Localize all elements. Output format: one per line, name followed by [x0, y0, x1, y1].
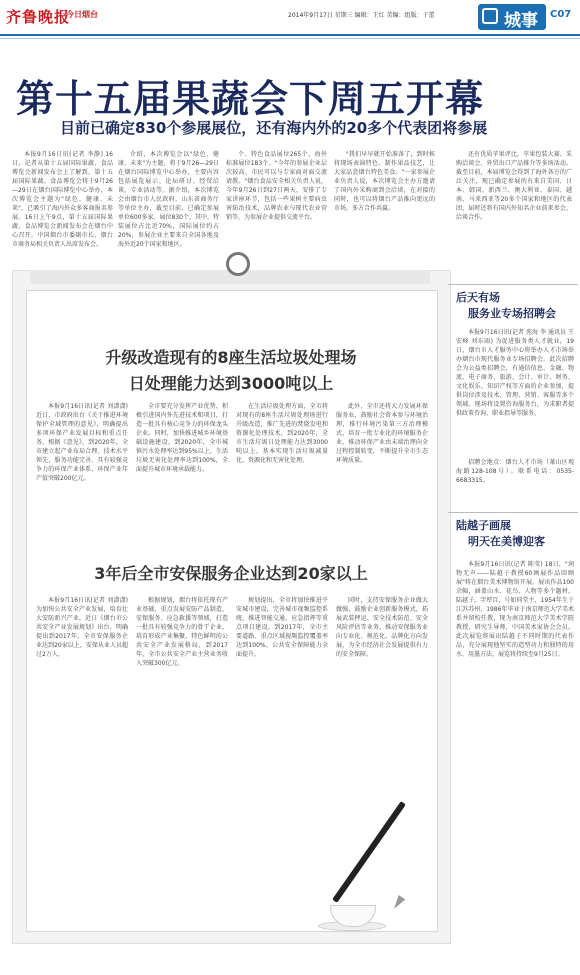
- header-divider: [0, 38, 580, 39]
- story4-contact: 招聘会地点：烟台人才市场（莱山区观海路128-108号）。联系电话：0535-6683315。: [456, 459, 574, 484]
- section-icon: [482, 8, 498, 24]
- story2-column-2: 全市要充分发挥产业优势，积极引进国内外先进技术和项目，打造一批具有核心竞争力的环保龙头企业。同时，加快推进城乡环境基础设施建设，到2020年，全市城镇污水处理率达到95%以上，生活垃圾无害化处理率达到100%，全面提升城市环境承载能力。: [136, 403, 228, 473]
- story2-column-3: 在生活垃圾处理方面，全市将对现有的8座生活垃圾处理场进行升级改造，推广先进的焚烧发电和资源化处理技术，到2020年，全市生活垃圾日处理能力达到3000吨以上，基本实现生活垃圾减量化、资源化和无害化处理。: [236, 403, 328, 464]
- story5-headline-line2: 明天在美博迎客: [468, 535, 545, 548]
- channel-label: 今日烟台: [66, 10, 98, 19]
- lead-column-2: 介绍，本次博览会以"绿色、健康、未来"为主题，将于9月26—29日在烟台国际博览中心举办，主要内容包括展览展示、论坛研讨、经贸洽谈、专业活动等。据介绍，本次博览会由烟台市人民政府、山东省商务厅等单位主办，截至目前，已确定参展单位600多家、展位830个，其中，特装展位占比近70%，国际展位约占20%，参展企业主要来自全国各地及海外近20个国家和地区。: [118, 151, 219, 248]
- pin-ring-icon: [226, 252, 250, 276]
- story3-headline: 3年后全市安保服务企业达到20家以上: [94, 564, 368, 583]
- story4-headline-line2: 服务业专场招聘会: [468, 307, 556, 320]
- section-title: 城事: [504, 11, 538, 31]
- lead-column-5: 还有优质苹果评比，苹果包装大赛、采购洽谈会、外贸出口产品推介等多场活动。截至目前，本届博览会得到了海外各方的广泛关注，现已确定参展的有来自美国、日本、韩国、新西兰、澳大利亚、泰国、越南、马来西亚等20多个国家和地区的代表团，届时还将有国内外知名企业前来参会，洽谈合作。: [456, 151, 572, 221]
- right-divider-top: [448, 284, 578, 285]
- page-number: C07: [550, 9, 572, 20]
- lead-subhead: 目前已确定830个参展展位，还有海内外的20多个代表团将参展: [60, 119, 488, 137]
- lead-column-3: 个、特色食品展位265个，海外标准展位183个。"今年的参展企业层次较高，市民可以与专家面对面交流请教。"烟台食品安全相关负责人说，今年9月26日到27日两天，安排了专家讲座环节，包括一些果树主要病虫害防治技术，品牌农业与现代农业营销等，为参展企业提供交流平台。: [226, 151, 327, 221]
- story2-headline-line2: 日处理能力达到3000吨以上: [128, 374, 334, 393]
- lead-column-4: "我们早早就开始准备了，到时候将现场表演特色、制作果品技艺，让大家品尝烟台特色美食。"一家参展企业负责人说，本次博览会主办方邀请了国内外采购商到会洽谈，在对接的同时，也可以将烟台产品推向更远的市场，多方合作共赢。: [334, 151, 435, 212]
- paper-logo: 齐鲁晚报: [6, 8, 71, 26]
- lead-headline: 第十五届果蔬会下周五开幕: [16, 77, 485, 121]
- story4-body: 本报9月16日讯(记者 苑海 李 通讯员 王宏峰 刘东雨) 为促进服务类人才就业，19日，烟台市人才服务中心将举办人才市场举办烟台市现代服务业专场招聘会。此次招聘会为公益类招聘会，有通信信息、金融、物流、电子商务、旅游、会计、审计、财务、文化娱乐、知识产权等方面的企业参加，提供岗位涉及技术、管理、营销、客服等多个领域。现场将设置咨询服务台，为求职者提供政策咨询、职业指导等服务。: [456, 329, 574, 417]
- story2-column-4: 此外，全市还将大力发展环保服务业，鼓励社会资本参与环境治理，推行环境污染第三方治理模式，培育一批专业化的环境服务企业，推动环保产业由末端治理向全过程控制转变，不断提升全市生态环境质量。: [336, 403, 428, 464]
- right-divider-mid: [448, 512, 578, 513]
- story3-column-3: 规划提出，全市将加快推进平安城市建设，完善城市视频监控系统，推进智能交通、应急指挥等重点项目建设，到2017年，全市主要道路、重点区域视频监控覆盖率达到100%，公共安全保障能力全面提升。: [236, 597, 328, 658]
- story5-body: 本报9月16日讯(记者 陈莹) 18日，"润物无声——陆越子教授60画展作品回顾展"将在烟台美术博物馆开展。展出作品100余幅，涵盖山水、花鸟、人物等多个题材。陆越子，字厚百，号如同堂主，1954年生于江苏苏州，1986年毕业于南京师范大学美术系并留校任教，现为南京师范大学美术学院教授、研究生导师，中国美术家协会会员。此次展览将展出陆越子不同时期的代表作品，充分展现他坚实的造型功力和独特的用水、用墨方法，展览将持续至9月25日。: [456, 561, 574, 658]
- story2-headline: [0, 345, 462, 397]
- story2-headline-line1: 升级改造现有的8座生活垃圾处理场: [105, 348, 357, 367]
- story5-headline-line1: 陆越子画展: [456, 519, 511, 532]
- story4-headline-line1: 后天有场: [456, 291, 500, 304]
- story2-column-1: 本报9月16日讯(记者 刘潇潇) 近日，市政府出台《关于推进环境保护全域管理的意见》，明确提出多项环保产业发展目标和重点任务。根据《意见》，到2020年，全市建立起产业布局合理、技术水平领先、服务功能完善、具有较强竞争力的环保产业体系，环保产业年产值突破200亿元。: [36, 403, 128, 482]
- story3-column-1: 本报9月16日讯(记者 刘潇潇) 为加快公共安全产业发展，培育壮大安防新兴产业，近日《烟台市公共安全产业发展规划》出台，明确提出到2017年，全市安保服务企业达到20家以上，安保从业人员超过2万人。: [36, 597, 128, 658]
- story3-column-4: 同时，支持安保服务企业做大做强，鼓励企业创新服务模式，拓展武装押运、安全技术防范、安全风险评估等业务，推动安保服务业向专业化、规范化、品牌化方向发展，为全市经济社会发展提供有力的安全保障。: [336, 597, 428, 658]
- issue-meta: 2014年9月17日 星期三 编辑：王红 美编：组版：于蕾: [288, 12, 435, 19]
- lead-column-1: 本报9月16日讯(记者 李静) 16日，记者从第十五届国际果蔬、食品博览会新闻发布会上了解到，第十五届国际果蔬、食品博览会将于9月26—29日在烟台国际博览中心举办，本次博览会主题为"绿色、健康、未来"，已吸引了海内外众多客商报名参展。16日上午9点，第十五届国际果蔬、食品博览会新闻发布会在烟台中心召开，中国烟台市委副市长、烟台市商务局相关负责人出席发布会。: [12, 151, 113, 248]
- story3-column-2: 根据规划，烟台将依托现有产业基础，重点发展安防产品制造、安保服务、应急救援等领域，打造一批具有较强竞争力的骨干企业，培育形成产业集聚、特色鲜明的公共安全产业发展格局，到2017年，全市公共安全产业主营业务收入突破300亿元。: [136, 597, 228, 667]
